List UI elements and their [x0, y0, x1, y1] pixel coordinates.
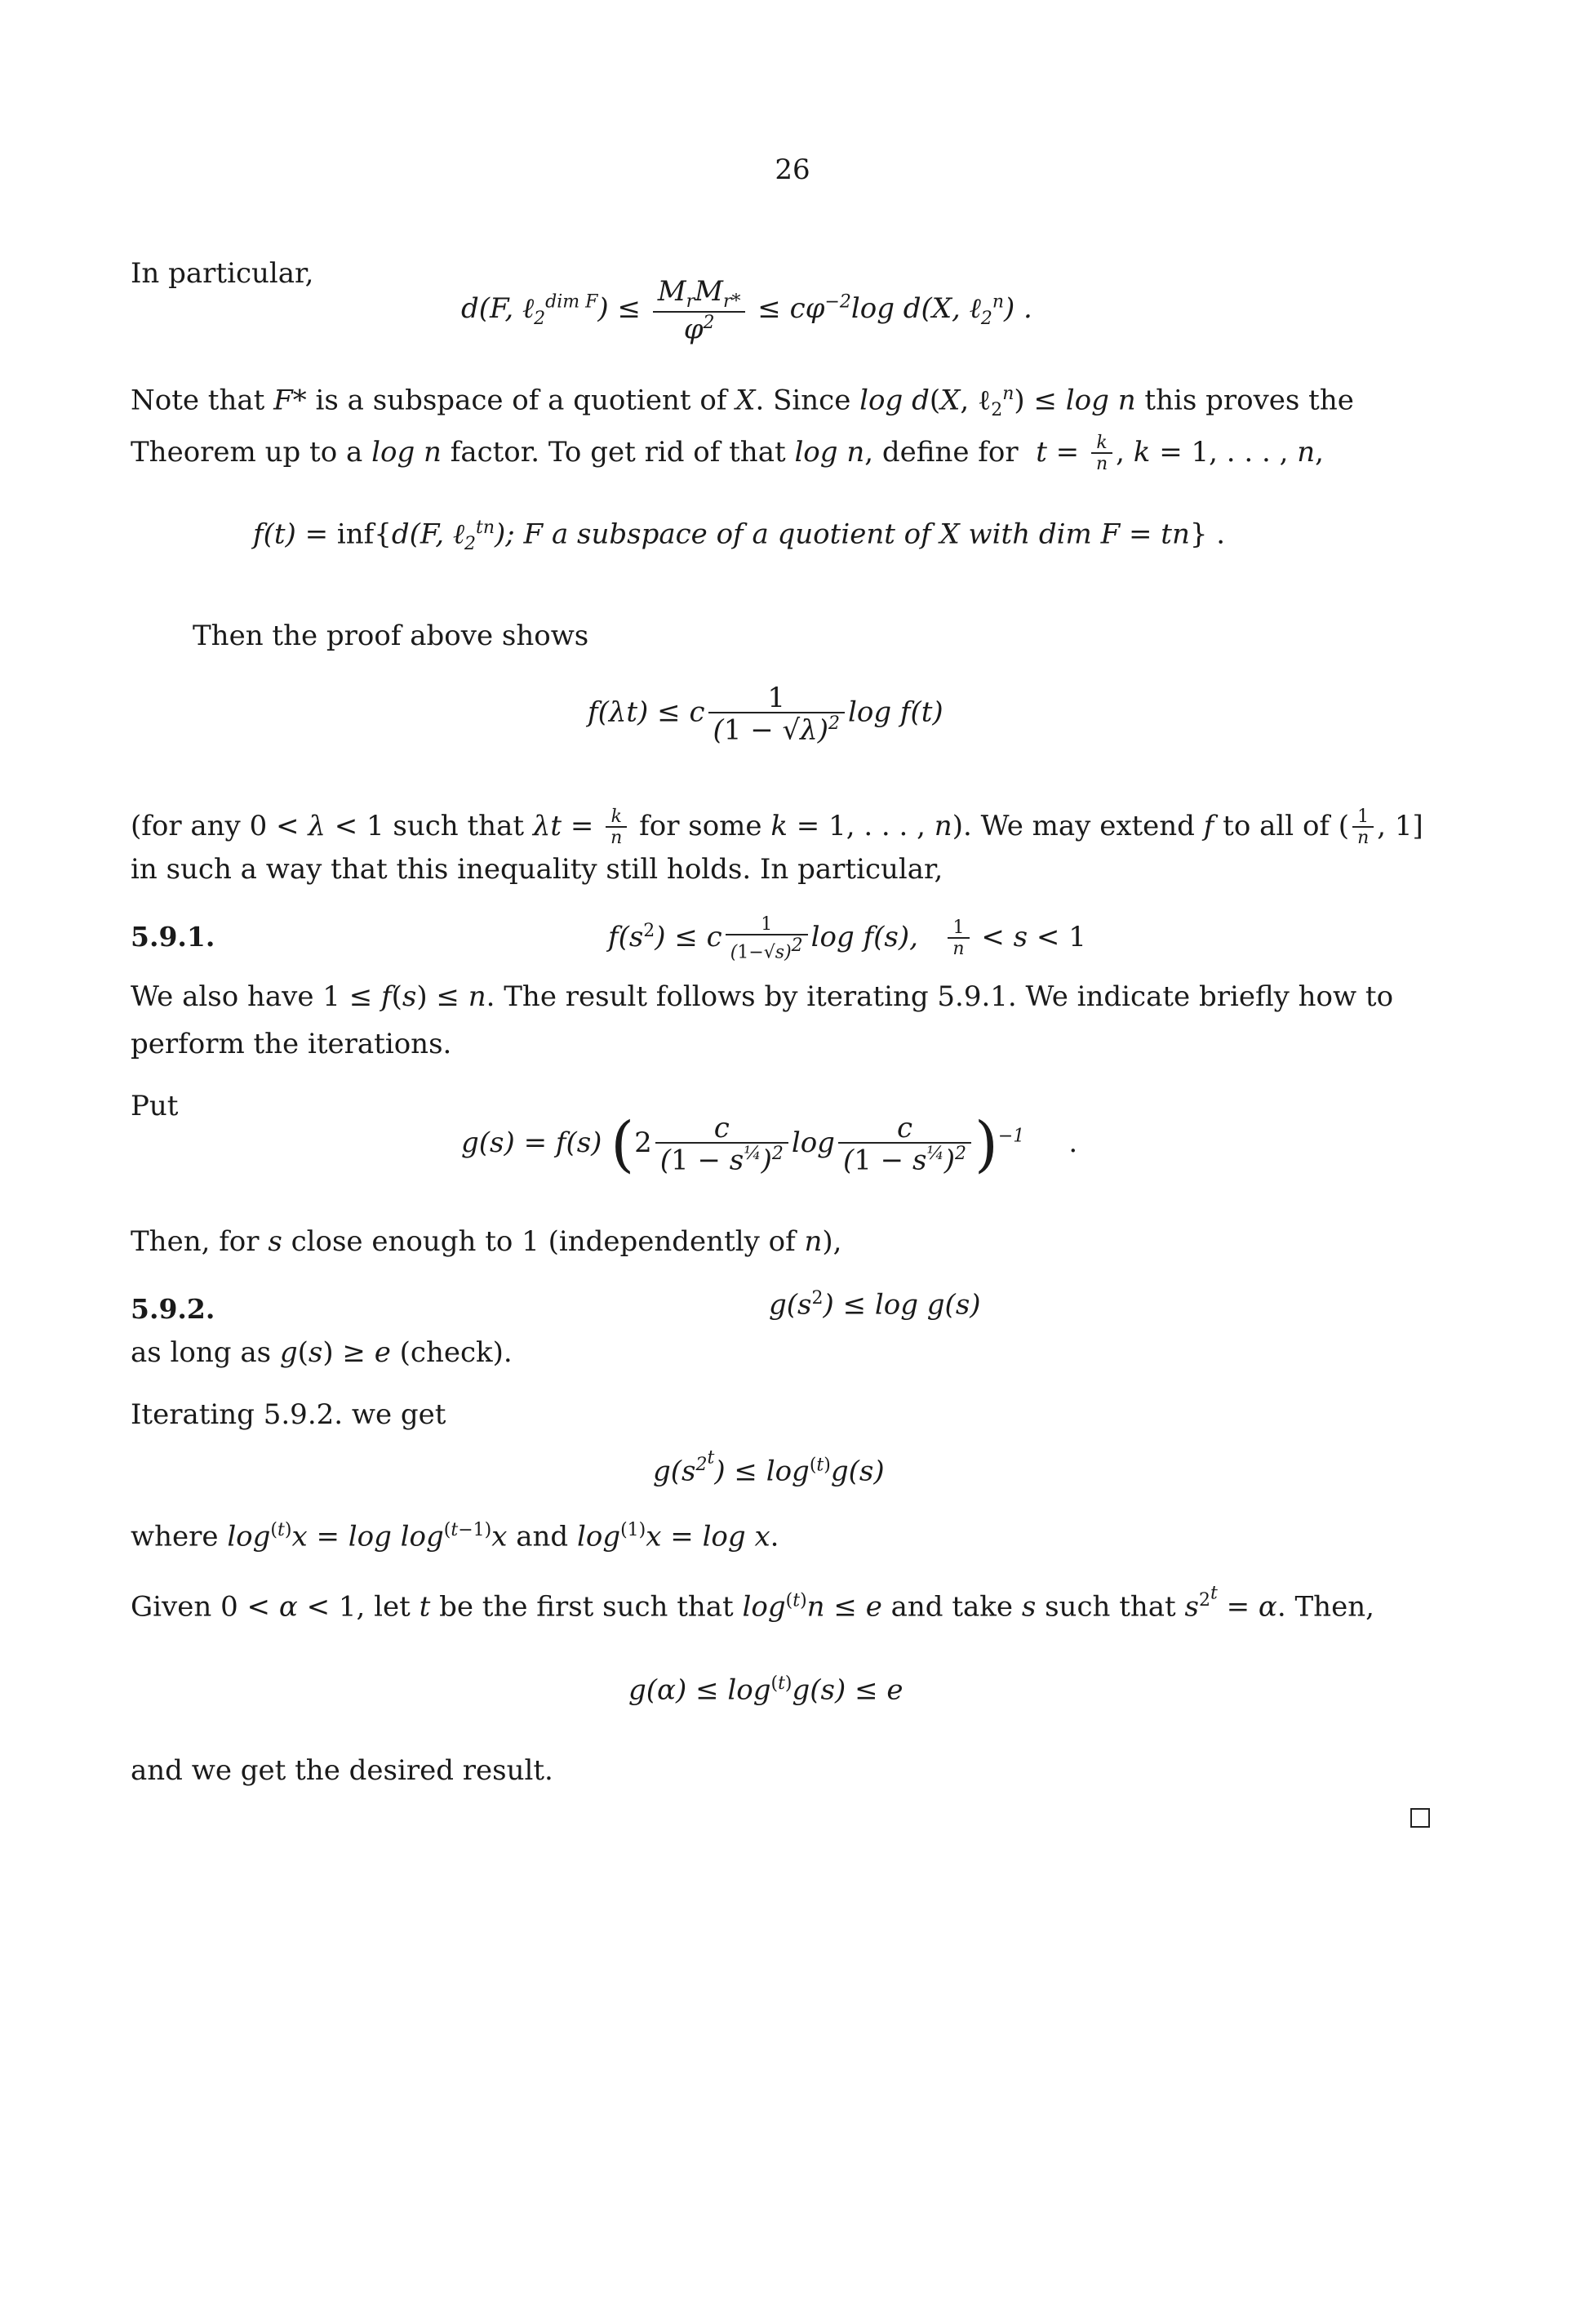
text-in-such-a-way: in such a way that this inequality still holds. In particular,	[131, 853, 943, 886]
text-segment: ). We may extend	[952, 810, 1195, 842]
text-perform: perform the iterations.	[131, 1028, 452, 1060]
paragraph-where: where $\log^{(t)}x = \log \log^{(t-1)}x$ and $\log^{(1)}x = \log x$.	[131, 1520, 779, 1553]
text-segment: and	[516, 1520, 569, 1553]
paragraph-note-line-2: Theorem up to a log n factor. To get rid of that log n, define for t = $\frac{k}{n}$ , k = 1, . . . , n,	[131, 433, 1324, 474]
paragraph-note-line-1: Note that F* is a subspace of a quotient of X. Since log d(X, ℓ$_2^n$) ≤ log n this proves the	[131, 384, 1354, 421]
text-segment: is a subspace of a quotient of	[315, 384, 727, 417]
text-put: Put	[131, 1090, 179, 1122]
text-segment: as long as	[131, 1336, 272, 1369]
paragraph-for-any-line-1: (for any 0 < λ < 1 such that λt = $\frac{k}{n}$ for some k = 1, . . . , n). We may extend f to all of ( $\frac{1}{n}$ , 1]	[131, 807, 1423, 848]
text-segment: close enough to 1 (independently of	[291, 1225, 796, 1258]
text-segment: (for any 0 <	[131, 810, 300, 842]
text-segment: this proves the	[1144, 384, 1354, 417]
equation-d-bound: d(F, ℓ$_2^{dim F}$) ≤ $\frac{M_rM_{r*}}{\varphi^2}$ ≤ $c\varphi^{-2}\log$ d(X, ℓ$_2^n$) .	[461, 275, 1032, 346]
text-segment: ),	[822, 1225, 842, 1258]
text-segment: , define for	[864, 436, 1019, 469]
text-segment: such that	[1045, 1590, 1176, 1624]
text-then-proof: Then the proof above shows	[193, 620, 589, 652]
page-number: 26	[775, 153, 810, 186]
equation-5-9-1: $f(s^2) \le c$ $\frac{1}{(1-√s)^2}$ log f(s), $\frac{1}{n}$ < s < 1	[608, 914, 1086, 963]
text-segment: to all of	[1223, 810, 1330, 842]
text-segment: We also have 1 ≤	[131, 980, 373, 1013]
label-5-9-2: 5.9.2.	[131, 1293, 215, 1325]
text-segment: Note that	[131, 384, 265, 417]
text-segment: for some	[639, 810, 762, 842]
text-segment: Then, for	[131, 1225, 260, 1258]
text-segment: . Then,	[1276, 1590, 1374, 1624]
text-segment: and take	[890, 1590, 1014, 1624]
text-segment: Theorem up to a	[131, 436, 363, 469]
text-segment: < 1 such that	[334, 810, 525, 842]
text-in-particular: In particular,	[131, 257, 314, 290]
label-5-9-1: 5.9.1.	[131, 921, 215, 953]
equation-f-definition: f(t) = inf{d(F, ℓ$_2^{tn}$); F a subspace of a quotient of X with dim F = tn} .	[253, 518, 1226, 555]
paragraph-given: Given 0 < α < 1, let t be the first such that $\log^{(t)}n \le e$ and take s such that $s^{2^t} = \alpha$. Then,	[131, 1584, 1374, 1624]
equation-5-9-2: $g(s^2) \le \log g(s)$	[769, 1288, 981, 1322]
text-segment: < 1, let	[306, 1590, 411, 1624]
text-segment: be the first such that	[439, 1590, 734, 1624]
text-segment: where	[131, 1520, 219, 1553]
equation-iterated: $g(s^{2^t}) \le \log^{(t)}g(s)$	[653, 1448, 885, 1488]
text-segment: . Since	[755, 384, 851, 417]
equation-g-alpha: $g(\alpha) \le \log^{(t)}g(s) \le e$	[628, 1673, 903, 1707]
text-segment: Given 0 <	[131, 1590, 270, 1624]
text-segment: . The result follows by iterating 5.9.1. We indicate briefly how to	[486, 980, 1394, 1013]
equation-f-lambda: f(λt) ≤ c $\frac{1}{(1 - √\lambda)^2}$ log f(t)	[588, 682, 943, 747]
paragraph-as-long-as: as long as g(s) ≥ e (check).	[131, 1336, 513, 1369]
paragraph-we-also-have: We also have 1 ≤ f(s) ≤ n. The result follows by iterating 5.9.1. We indicate briefly how to	[131, 980, 1394, 1013]
paragraph-then-for-s: Then, for s close enough to 1 (independently of n),	[131, 1225, 842, 1258]
qed-box	[1410, 1808, 1430, 1828]
text-segment: factor. To get rid of that	[450, 436, 786, 469]
text-and-we-get: and we get the desired result.	[131, 1754, 553, 1787]
equation-g-definition: g(s) = f(s) (2 $\frac{c}{(1 - s^{\frac{1}{4}})^2}$ log $\frac{c}{(1 - s^{\frac{1}{4}})^2}$ )$^{-1}$ .	[461, 1109, 1078, 1180]
text-segment: (check).	[399, 1336, 513, 1369]
text-iterating: Iterating 5.9.2. we get	[131, 1398, 446, 1431]
